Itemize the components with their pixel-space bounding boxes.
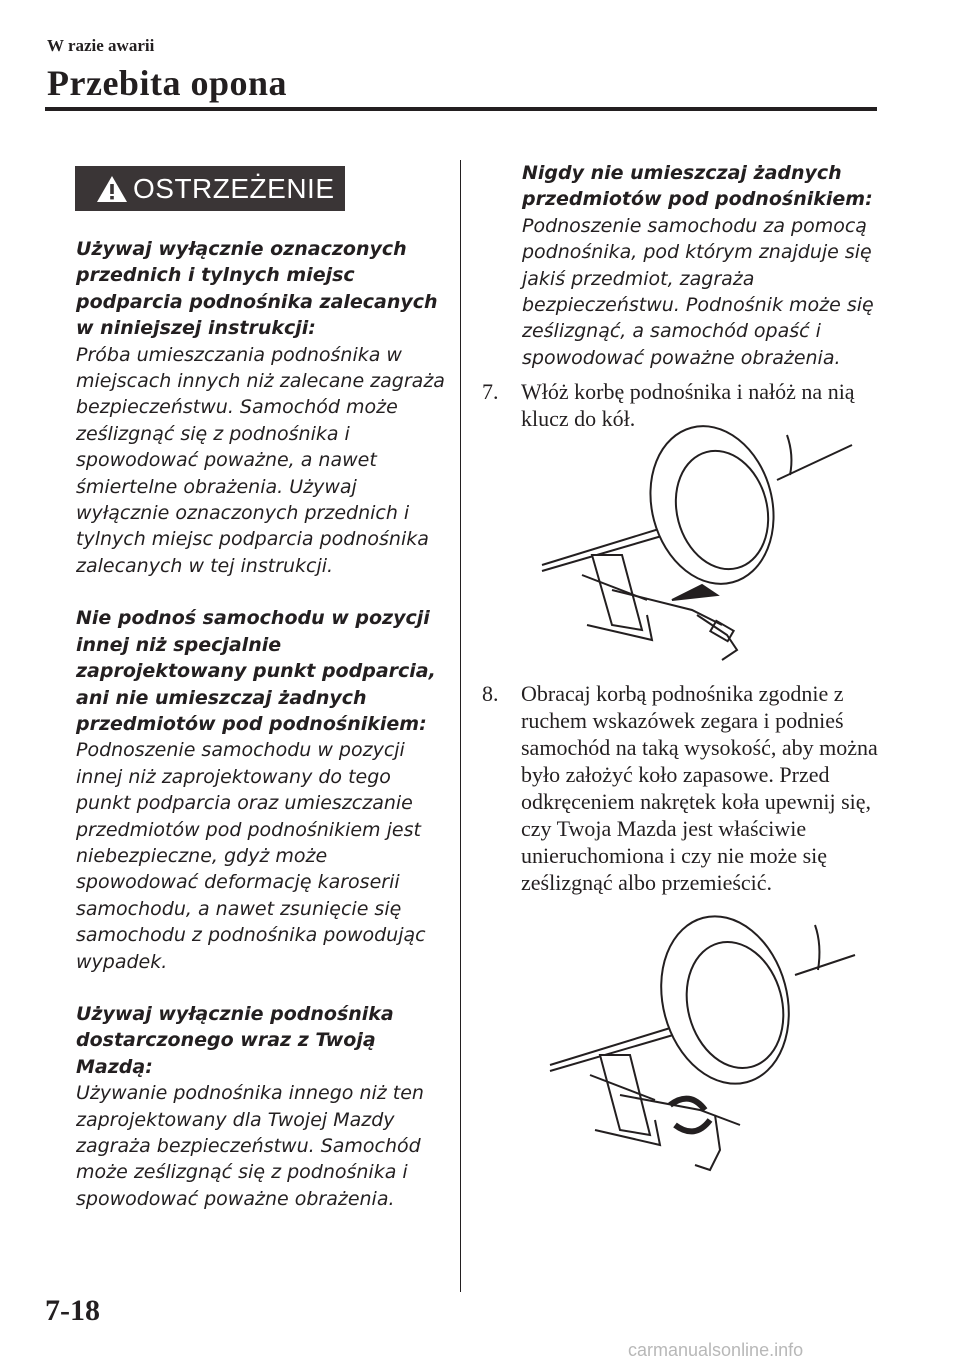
warning-triangle-icon bbox=[95, 174, 129, 204]
page-number: 7-18 bbox=[45, 1294, 100, 1327]
step-text: Obracaj korbą podnośnika zgodnie z ruchem wskazówek zegara i podnieś samochód na taką wysokość, aby można było założyć koło zapasowe. Przed odkręceniem nakrętek koła upewnij się, czy Twoja Mazda jest właściwie unieruchomiona i czy nie może się ześlizgnąć albo przemieścić. bbox=[521, 681, 878, 895]
step-number: 8. bbox=[482, 681, 499, 706]
warning-paragraph bbox=[76, 605, 446, 975]
step-number: 7. bbox=[482, 379, 499, 404]
warning-body: Próba umieszczania podnośnika w miejscach innych niż zalecane zagraża bezpieczeństwu. Samochód może ześlizgnąć się z podnośnika i spowodować poważne, a nawet śmiertelne obrażenia. Używaj wyłącznie oznaczonych przednich i tylnych miejsc podparcia podnośnika zalecanych w tej instrukcji. bbox=[76, 343, 445, 577]
section-label: W razie awarii bbox=[47, 36, 155, 55]
step-8 bbox=[482, 680, 882, 896]
jack-crank-illustration bbox=[522, 425, 862, 675]
warning-heading: Używaj wyłącznie podnośnika dostarczonego wraz z Twoją Mazdą: bbox=[76, 1002, 394, 1078]
warning-heading: Używaj wyłącznie oznaczonych przednich i tylnych miejsc podparcia podnośnika zalecanych w niniejszej instrukcji: bbox=[76, 238, 438, 340]
step-text: Włóż korbę podnośnika i nałóż na nią klucz do kół. bbox=[521, 379, 855, 431]
column-divider bbox=[460, 160, 461, 1292]
watermark: carmanualsonline.info bbox=[628, 1340, 804, 1360]
header-divider bbox=[45, 107, 877, 111]
warning-banner bbox=[75, 166, 345, 211]
warning-body: Podnoszenie samochodu w pozycji innej niż zaprojektowany do tego punkt podparcia oraz umieszczanie przedmiotów pod podnośnikiem jest niebezpieczne, gdyż może spowodować deformację karoserii samochodu, a nawet zsunięcie się samochodu z podnośnika powodując wypadek. bbox=[76, 739, 426, 973]
page-title: Przebita opona bbox=[47, 63, 287, 103]
warning-body: Podnoszenie samochodu za pomocą podnośnika, pod którym znajduje się jakiś przedmiot, zagraża bezpieczeństwu. Podnośnik może się ześlizgnąć, a samochód opaść i spowodować poważne obrażenia. bbox=[522, 214, 874, 369]
warning-title: OSTRZEŻENIE bbox=[133, 172, 335, 204]
step-7 bbox=[482, 378, 882, 432]
warning-heading: Nie podnoś samochodu w pozycji innej niż specjalnie zaprojektowany punkt podparcia, ani nie umieszczaj żadnych przedmiotów pod podnośnikiem: bbox=[76, 607, 436, 735]
warning-paragraph bbox=[76, 236, 446, 579]
warning-heading: Nigdy nie umieszczaj żadnych przedmiotów pod podnośnikiem: bbox=[522, 162, 873, 211]
warning-text-left bbox=[76, 236, 446, 1238]
jack-raise-illustration bbox=[530, 915, 870, 1185]
warning-paragraph bbox=[76, 1001, 446, 1212]
warning-body: Używanie podnośnika innego niż ten zaprojektowany dla Twojej Mazdy zagraża bezpieczeństwu. Samochód może ześlizgnąć się z podnośnika i spowodować poważne obrażenia. bbox=[76, 1082, 424, 1210]
warning-text-right bbox=[522, 160, 882, 371]
